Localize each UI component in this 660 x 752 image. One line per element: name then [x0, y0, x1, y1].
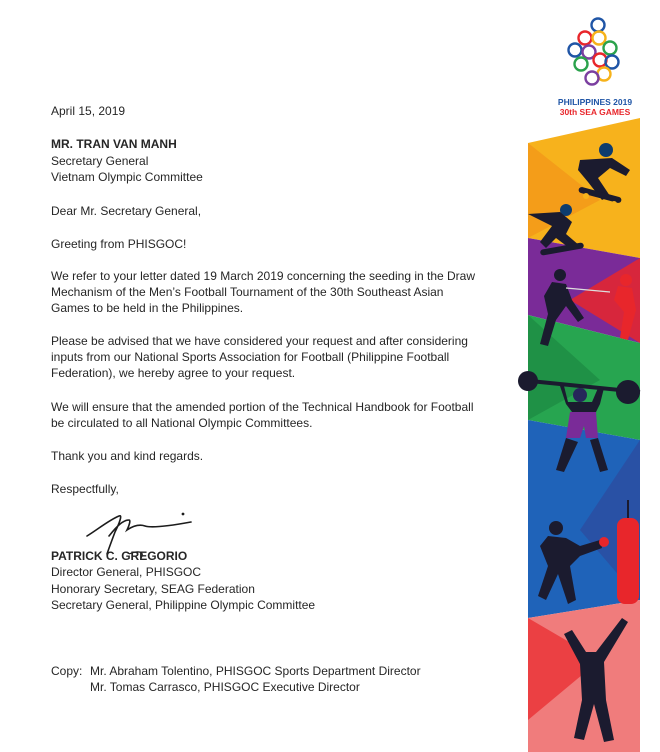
logo-line-2: 30th SEA GAMES	[559, 107, 631, 117]
logo-line-1: PHILIPPINES 2019	[557, 97, 633, 107]
weightlifter-figure	[518, 371, 640, 472]
paragraph-2-line: Federation), we hereby agree to your request.	[51, 366, 296, 380]
sea-games-logo	[569, 19, 619, 85]
paragraph-1-line: Games to be held in the Philippines.	[51, 301, 244, 315]
signatory-title: Director General, PHISGOC	[51, 565, 202, 579]
sea-games-logo-text	[545, 97, 645, 117]
skateboarder-figure	[578, 143, 630, 207]
salutation: Dear Mr. Secretary General,	[51, 204, 202, 218]
band-green	[528, 315, 640, 440]
signatory-name: PATRICK C. GREGORIO	[51, 549, 188, 563]
paragraph-2-line: Please be advised that we have considered your request and after considering	[51, 334, 468, 348]
skateboarder-figure-2	[528, 204, 584, 256]
signoff: Respectfully,	[51, 482, 119, 496]
closing-line: Thank you and kind regards.	[51, 449, 204, 463]
band-pink	[528, 600, 640, 752]
copy-entry: Mr. Tomas Carrasco, PHISGOC Executive Director	[90, 680, 360, 694]
paragraph-2-line: inputs from our National Sports Association for Football (Philippine Football	[51, 350, 450, 364]
signatory-title: Honorary Secretary, SEAG Federation	[51, 582, 255, 596]
recipient-name: MR. TRAN VAN MANH	[51, 137, 177, 151]
recipient-title: Secretary General	[51, 154, 149, 168]
paragraph-1-line: We refer to your letter dated 19 March 2019 concerning the seeding in the Draw	[51, 269, 476, 283]
band-purple	[528, 238, 640, 343]
band-blue	[528, 420, 640, 618]
greeting: Greeting from PHISGOC!	[51, 237, 187, 251]
signatory-title: Secretary General, Philippine Olympic Committee	[51, 598, 316, 612]
recipient-org: Vietnam Olympic Committee	[51, 170, 203, 184]
paragraph-3-line: be circulated to all National Olympic Committees.	[51, 416, 313, 430]
gymnast-figure	[564, 618, 628, 742]
copy-entry: Mr. Abraham Tolentino, PHISGOC Sports Department Director	[90, 664, 421, 678]
boxer-figure	[538, 500, 639, 604]
letter-date: April 15, 2019	[51, 104, 126, 118]
copy-label: Copy:	[51, 664, 83, 678]
band-yellow	[528, 118, 640, 258]
paragraph-3-line: We will ensure that the amended portion of the Technical Handbook for Football	[51, 400, 474, 414]
fencer-figures	[540, 269, 636, 346]
paragraph-1-line: Mechanism of the Men’s Football Tournament of the 30th Southeast Asian	[51, 285, 444, 299]
